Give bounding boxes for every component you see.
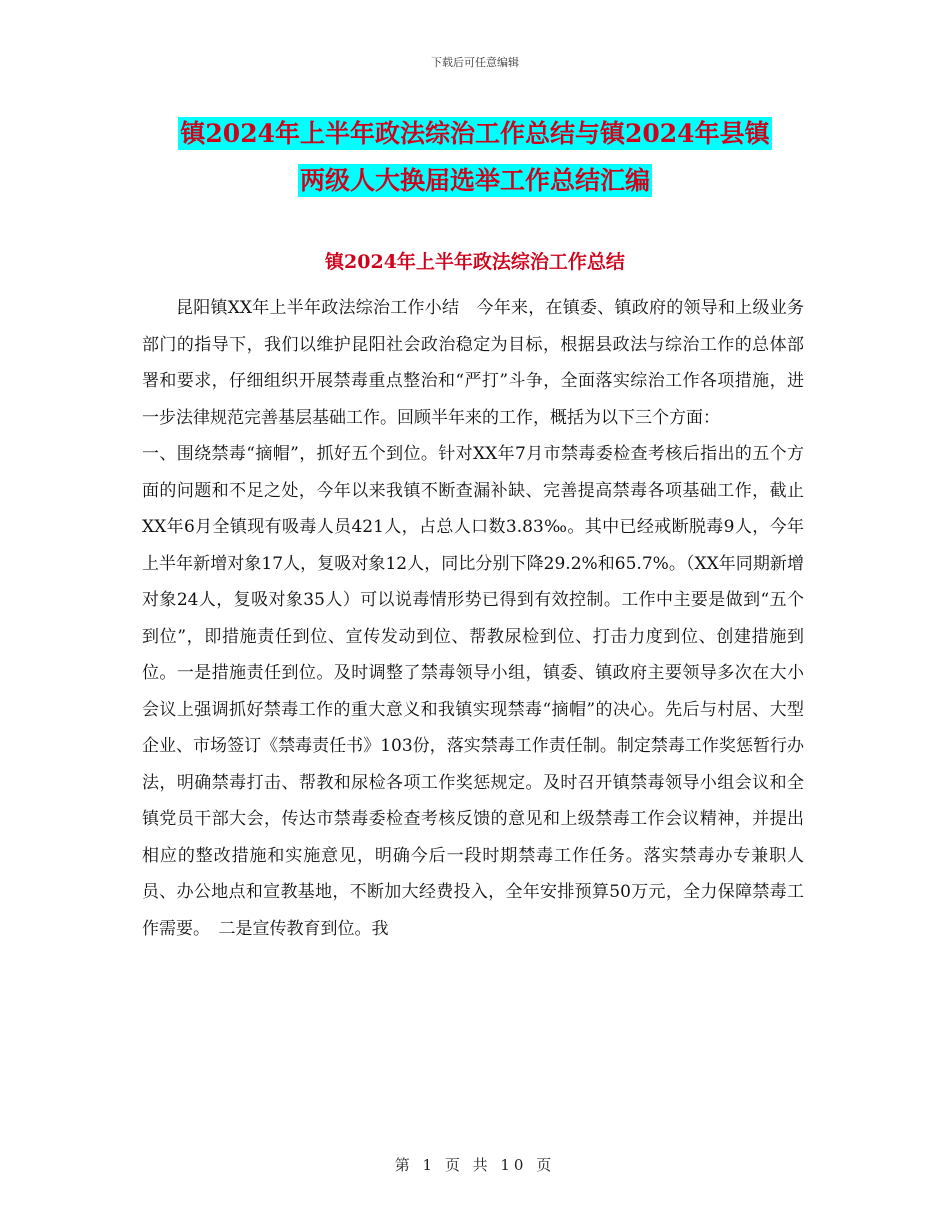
- paragraph: 昆阳镇XX年上半年政法综治工作小结 今年来，在镇委、镇政府的领导和上级业务部门的指导下，我们以维护昆阳社会政治稳定为目标，根据县政法与综治工作的总体部署和要求，仔细组织开展禁毒重点整治和“严打”斗争，全面落实综治工作各项措施，进一步法律规范完善基层基础工作。回顾半年来的工作，概括为以下三个方面：: [142, 298, 804, 428]
- paragraph: 一、围绕禁毒“摘帽”，抓好五个到位。针对XX年7月市禁毒委检查考核后指出的五个方面的问题和不足之处，今年以来我镇不断查漏补缺、完善提高禁毒各项基础工作，截止XX年6月全镇现有吸毒人员421人，占总人口数3.83‰。其中已经戒断脱毒9人，今年上半年新增对象17人，复吸对象12人，同比分别下降29.2%和65.7%。（XX年同期新增对象24人，复吸对象35人）可以说毒情形势已得到有效控制。工作中主要是做到“五个到位”，即措施责任到位、宣传发动到位、帮教尿检到位、打击力度到位、创建措施到位。一是措施责任到位。及时调整了禁毒领导小组，镇委、镇政府主要领导多次在大小会议上强调抓好禁毒工作的重大意义和我镇实现禁毒“摘帽”的决心。先后与村居、大型企业、市场签订《禁毒责任书》103份，落实禁毒工作责任制。制定禁毒工作奖惩暂行办法，明确禁毒打击、帮教和尿检各项工作奖惩规定。及时召开镇禁毒领导小组会议和全镇党员干部大会，传达市禁毒委检查考核反馈的意见和上级禁毒工作会议精神，并提出相应的整改措施和实施意见，明确今后一段时期禁毒工作任务。落实禁毒办专兼职人员、办公地点和宣教基地，不断加大经费投入，全年安排预算50万元，全力保障禁毒工作需要。 二是宣传教育到位。我: [142, 444, 804, 939]
- document-title: [140, 110, 810, 204]
- title-line-1: 镇2024年上半年政法综治工作总结与镇2024年县镇: [180, 119, 770, 148]
- title-line-2: 两级人大换届选举工作总结汇编: [299, 166, 650, 195]
- page-footer: 第 1 页 共 10 页: [394, 1156, 556, 1174]
- document-body: [142, 290, 804, 947]
- section-title: 镇2024年上半年政法综治工作总结: [325, 251, 625, 273]
- header-note: 下载后可任意编辑: [431, 56, 519, 69]
